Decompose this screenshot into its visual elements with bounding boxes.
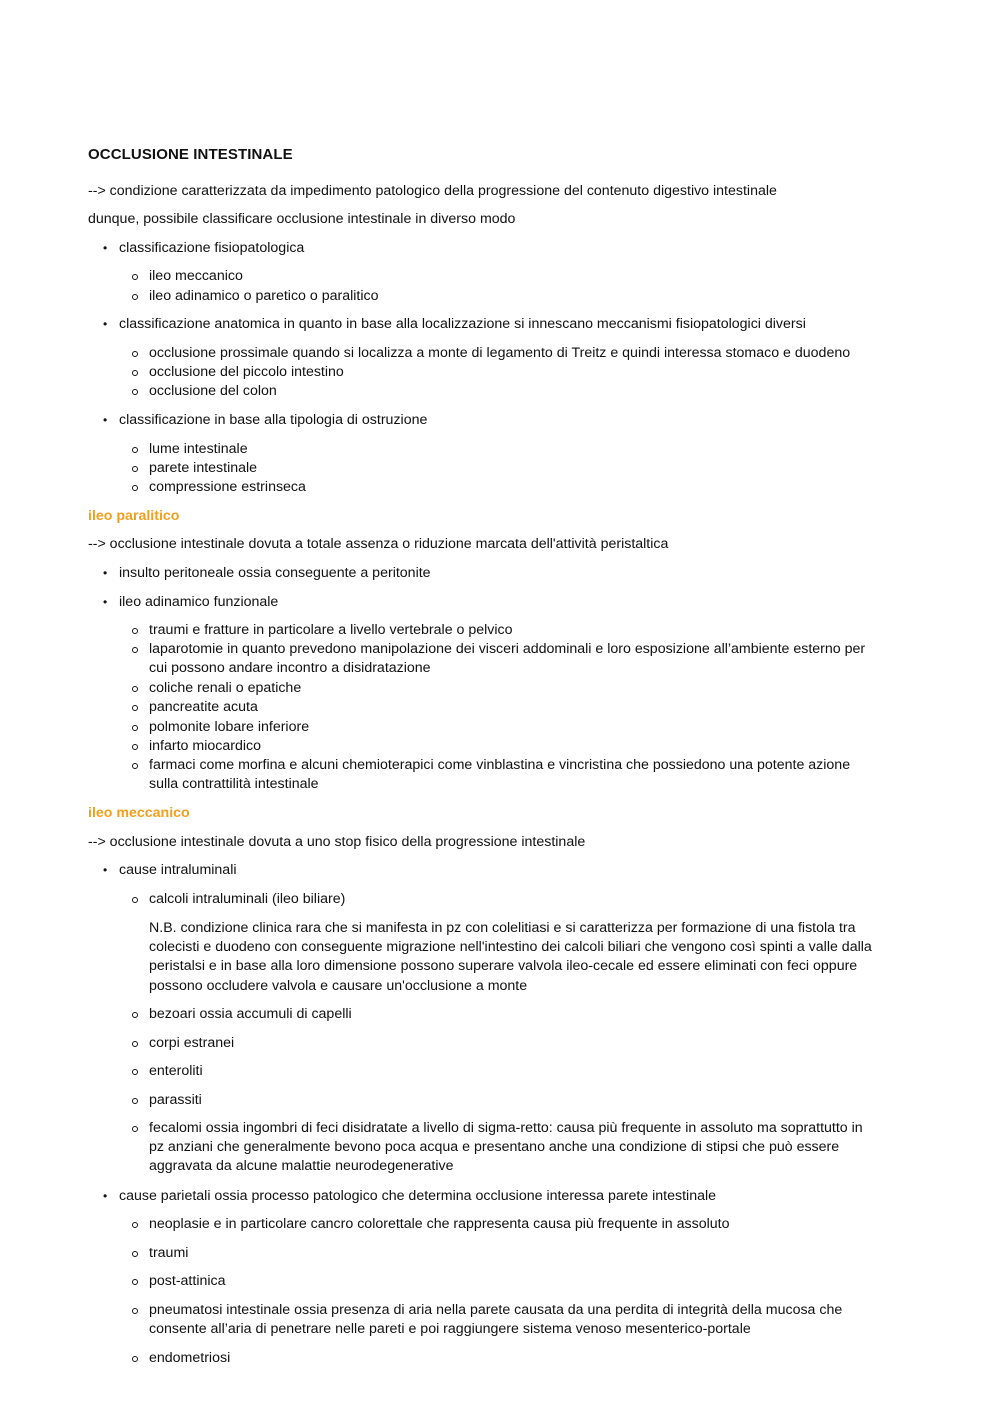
meccanico-definition: --> occlusione intestinale dovuta a uno stop fisico della progressione intestinale [88,834,586,850]
intro-definition: --> condizione caratterizzata da impedimento patologico della progressione del contenuto digestivo intestinale [88,183,777,199]
intro-classification: dunque, possibile classificare occlusione intestinale in diverso modo [88,211,516,227]
list-item: • classificazione anatomica in quanto in base alla localizzazione si innescano meccanismi fisiopatologici diversi [119,315,806,334]
list-item: polmonite lobare inferiore [149,718,309,737]
list-item: occlusione prossimale quando si localizza a monte di legamento di Treitz e quindi interessa stomaco e duodeno [149,344,850,363]
list-item: • cause parietali ossia processo patologico che determina occlusione interessa parete intestinale [119,1187,716,1206]
list-item: coliche renali o epatiche [149,679,301,698]
list-item: endometriosi [149,1349,230,1368]
list-item: ileo meccanico [149,267,243,286]
list-item: traumi e fratture in particolare a livello vertebrale o pelvico [149,621,513,640]
list-item: fecalomi ossia ingombri di feci disidratate a livello di sigma-retto: causa più frequente in assoluto ma soprattutto in pz anziani che generalmente bevono poca acqua e presentano anche una condizione di stipsi che può essere aggravata da alcune malattie neurodegenerative [149,1119,879,1177]
page-title: OCCLUSIONE INTESTINALE [88,146,293,163]
list-item: pancreatite acuta [149,698,258,717]
list-item: • classificazione fisiopatologica [119,239,304,258]
list-item: • ileo adinamico funzionale [119,593,278,612]
list-item: • cause intraluminali [119,861,237,880]
section-heading-paralitico: ileo paralitico [88,508,180,524]
list-item: lume intestinale [149,440,248,459]
nb-note: N.B. condizione clinica rara che si manifesta in pz con colelitiasi e si caratterizza per formazione di una fistola tra colecisti e duodeno con conseguente migrazione nell'intestino dei calcoli biliari che vengono così spinti a valle dalla peristalsi e in base alla loro dimensione possono superare valvola ileo-cecale ed essere eliminati con feci oppure possono occludere valvola e causare un'occlusione a monte [149,920,872,994]
list-item: enteroliti [149,1062,203,1081]
list-item: calcoli intraluminali (ileo biliare) [149,890,345,909]
section-heading-meccanico: ileo meccanico [88,805,190,821]
list-item: • insulto peritoneale ossia conseguente a peritonite [119,564,431,583]
list-item: parete intestinale [149,459,257,478]
list-item: post-attinica [149,1272,226,1291]
list-item: bezoari ossia accumuli di capelli [149,1005,352,1024]
list-item: traumi [149,1244,188,1263]
paralitico-definition: --> occlusione intestinale dovuta a totale assenza o riduzione marcata dell'attività peristaltica [88,536,669,552]
list-item: infarto miocardico [149,737,261,756]
list-item: occlusione del colon [149,382,277,401]
list-item: parassiti [149,1091,202,1110]
list-item: neoplasie e in particolare cancro colorettale che rappresenta causa più frequente in assoluto [149,1215,729,1234]
list-item: corpi estranei [149,1034,234,1053]
list-item: • classificazione in base alla tipologia di ostruzione [119,411,427,430]
list-item: compressione estrinseca [149,478,306,497]
list-item: laparotomie in quanto prevedono manipolazione dei visceri addominali e loro esposizione all’ambiente esterno per cui possono andare incontro a disidratazione [149,640,879,678]
list-item: farmaci come morfina e alcuni chemioterapici come vinblastina e vincristina che possiedono una potente azione sulla contrattilità intestinale [149,756,879,794]
list-item: occlusione del piccolo intestino [149,363,344,382]
list-item: ileo adinamico o paretico o paralitico [149,287,379,306]
list-item: pneumatosi intestinale ossia presenza di aria nella parete causata da una perdita di integrità della mucosa che consente all’aria di penetrare nelle pareti e poi raggiungere sistema venoso mesenterico-portale [149,1301,879,1339]
